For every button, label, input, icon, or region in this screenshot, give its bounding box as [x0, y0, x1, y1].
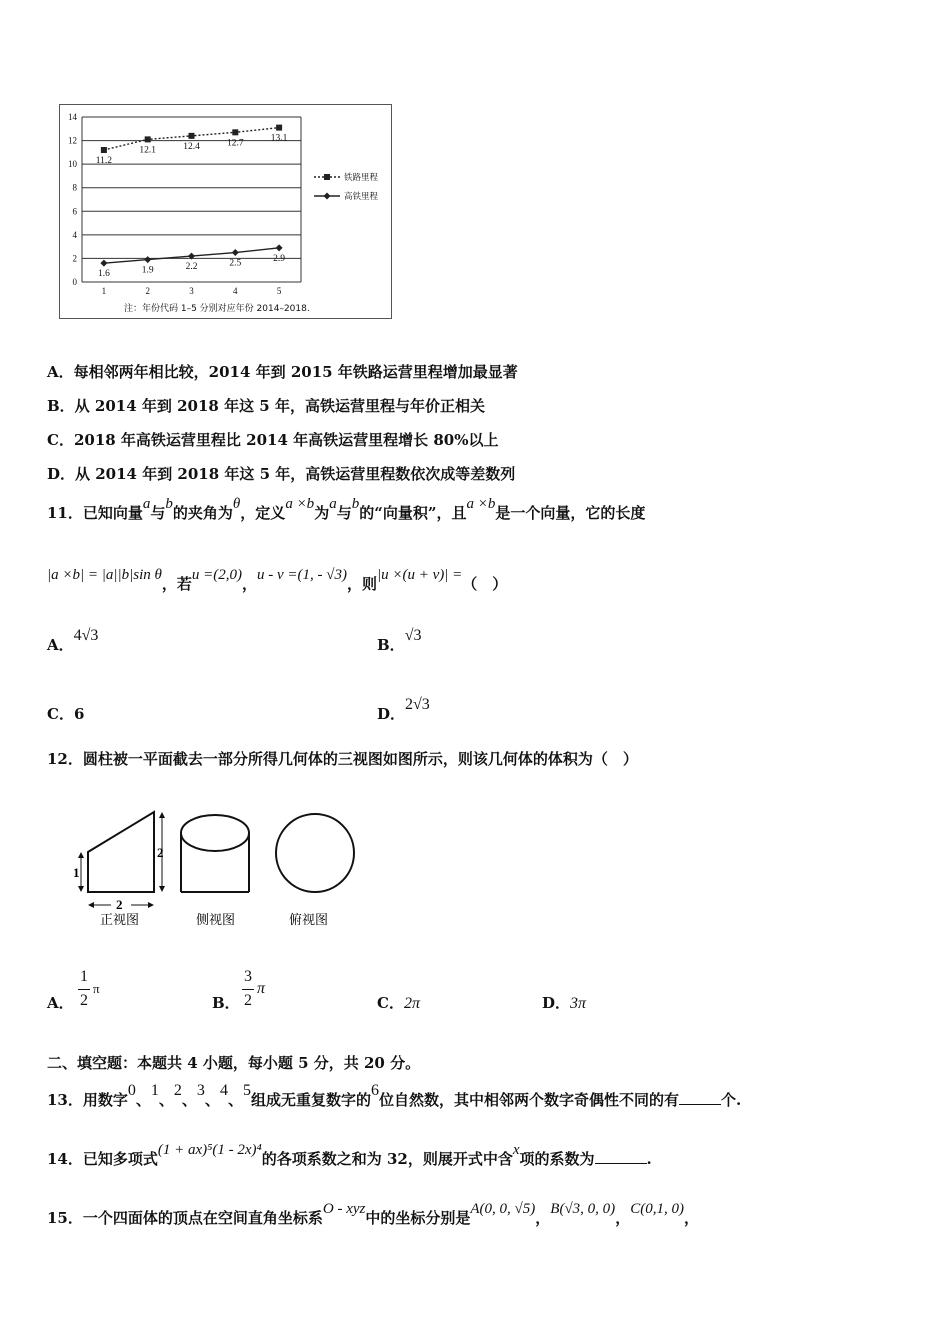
q12-option-a-label: A．: [47, 994, 74, 1012]
q11-target-expr: |u ×(u + v)| =: [377, 567, 463, 583]
q11-u-value: u =(2,0): [191, 567, 242, 583]
q11-option-c[interactable]: C．6: [47, 705, 85, 723]
q13-stem: [47, 1082, 742, 1110]
series-point-square: [145, 136, 151, 142]
q10-option-d[interactable]: D．从 2014 年到 2018 年这 5 年，高铁运营里程数依次成等差数列: [47, 465, 516, 483]
q11-option-a-label: A．: [47, 636, 74, 654]
q13-sep: 、: [204, 1091, 220, 1109]
q14-answer-blank[interactable]: [595, 1149, 647, 1164]
legend-marker-square: [324, 174, 330, 180]
q10-option-a[interactable]: A．每相邻两年相比较，2014 年到 2015 年铁路运营里程增加最显著: [47, 363, 518, 381]
q11-option-b-value: √3: [404, 627, 422, 644]
legend-marker-diamond: [324, 193, 331, 200]
y-tick-label: 10: [68, 159, 77, 170]
q15-point-c: C(0,1, 0): [630, 1201, 684, 1217]
x-tick-label: 2: [145, 286, 150, 296]
q15-sep-3: ，: [683, 1209, 699, 1227]
q13-digit-5: 5: [242, 1082, 251, 1099]
q11-answer-paren: （ ）: [462, 575, 508, 593]
q11-text-7: 的“向量积”，且: [359, 504, 467, 522]
q13-digit-1: 1: [150, 1082, 159, 1099]
dim-label-1: 1: [73, 865, 80, 880]
series-point-diamond: [232, 249, 239, 256]
q11-text-5: 为: [314, 504, 330, 522]
q12-option-b-num: 3: [244, 968, 252, 985]
q11-cross-product: a ×b: [285, 496, 315, 512]
x-tick-label: 5: [276, 286, 282, 296]
q11-text-11: ，则: [347, 575, 378, 593]
q12-option-a[interactable]: [47, 968, 137, 1018]
q13-sep: 、: [227, 1091, 243, 1109]
q13-digit-2: 2: [173, 1082, 182, 1099]
q12-option-c-value: 2π: [403, 995, 420, 1012]
front-view-trapezoid: [88, 812, 154, 892]
q11-length-formula: |a ×b| = |a||b|sin θ: [47, 567, 162, 583]
q11-number: 11．: [47, 504, 83, 522]
q10-option-b[interactable]: B．从 2014 年到 2018 年这 5 年，高铁运营里程与年价正相关: [47, 397, 485, 415]
series-point-square: [189, 133, 195, 139]
q15-sep-1: ，: [535, 1209, 551, 1227]
q11-text-8: 是一个向量，它的长度: [495, 504, 646, 522]
data-label: 2.2: [185, 262, 198, 273]
q11-text-4: ，定义: [240, 504, 286, 522]
section-2-title: 二、填空题：本题共 4 小题，每小题 5 分，共 20 分。: [47, 1054, 421, 1072]
dim-label-2: 2: [157, 845, 164, 860]
q11-option-a-value: 4√3: [73, 627, 99, 644]
x-tick-label: 4: [233, 286, 238, 296]
q13-text-2: 位自然数，其中相邻两个数字奇偶性不同的有: [378, 1091, 679, 1109]
q13-answer-blank[interactable]: [679, 1090, 721, 1105]
q11-theta: θ: [232, 496, 241, 512]
side-view-top-ellipse: [181, 815, 249, 851]
y-tick-label: 6: [72, 206, 77, 217]
q12-option-a-num: 1: [80, 968, 88, 985]
q14-text-1: 的各项系数之和为 32，则展开式中含: [261, 1150, 513, 1168]
legend-label: 铁路里程: [344, 173, 379, 183]
q10-option-c[interactable]: C．2018 年高铁运营里程比 2014 年高铁运营里程增长 80%以上: [47, 431, 499, 449]
data-label: 2.9: [273, 253, 286, 264]
q12-option-a-pi: π: [93, 981, 100, 996]
y-tick-label: 0: [72, 277, 77, 287]
q12-option-d-value: 3π: [570, 995, 587, 1012]
q13-sep: 、: [181, 1091, 197, 1109]
q14-text-3: .: [646, 1150, 652, 1168]
series-point-diamond: [100, 260, 107, 267]
q12-option-d[interactable]: [542, 992, 586, 1013]
q11-u-minus-v: u - v =(1, - √3): [257, 567, 348, 583]
q11-text-6: 与: [336, 504, 352, 522]
series-point-diamond: [276, 244, 283, 251]
q11-text-2: 与: [150, 504, 166, 522]
data-label: 1.9: [141, 265, 154, 276]
q12-option-c-label: C．: [377, 994, 404, 1012]
y-tick-label: 14: [68, 112, 77, 122]
series-point-square: [101, 147, 107, 153]
q15-point-b: B(√3, 0, 0): [550, 1201, 616, 1217]
chart-note: 注：年份代码 1–5 分别对应年份 2014–2018.: [124, 304, 310, 314]
data-label: 1.6: [97, 269, 110, 280]
q11-cross-product-2: a ×b: [466, 496, 496, 512]
legend-label: 高铁里程: [344, 192, 379, 202]
data-label: 12.4: [183, 141, 200, 152]
q12-option-c[interactable]: [377, 992, 420, 1013]
q13-text-1: 组成无重复数字的: [250, 1091, 371, 1109]
dim-label-bottom: 2: [116, 897, 123, 912]
q11-vector-a: a: [142, 496, 151, 512]
data-label: 2.5: [229, 258, 242, 269]
q15-point-a: A(0, 0, √5): [470, 1201, 536, 1217]
q11-option-d[interactable]: [377, 693, 430, 723]
q11-option-d-label: D．: [377, 705, 406, 723]
q11-option-b-label: B．: [377, 636, 405, 654]
q11-option-d-value: 2√3: [405, 696, 430, 713]
q11-vector-b: b: [165, 496, 173, 512]
q11-text-1: 已知向量: [82, 504, 143, 522]
q15-sep-2: ，: [615, 1209, 631, 1227]
railway-chart-frame: [59, 104, 392, 319]
top-view-circle: [276, 814, 354, 892]
q14-stem: [47, 1142, 652, 1169]
q12-option-d-label: D．: [542, 994, 571, 1012]
q13-number: 13．用数字: [47, 1091, 128, 1109]
y-tick-label: 12: [68, 135, 77, 146]
data-label: 12.1: [139, 145, 157, 156]
q12-option-b-pi: π: [257, 980, 266, 997]
q13-text-3: 个.: [720, 1091, 742, 1109]
q15-number: 15．一个四面体的顶点在空间直角坐标系: [47, 1209, 323, 1227]
q14-polynomial: (1 + ax)⁵(1 - 2x)⁴: [157, 1142, 262, 1158]
q13-six: 6: [370, 1082, 379, 1099]
q13-sep: 、: [135, 1091, 151, 1109]
q13-digit-3: 3: [196, 1082, 205, 1099]
q11-text-10: ，: [242, 575, 258, 593]
data-label: 11.2: [95, 156, 113, 166]
q15-coordinate-system: O - xyz: [322, 1201, 366, 1217]
x-tick-label: 3: [189, 286, 194, 296]
q11-vector-b-2: b: [351, 496, 360, 512]
q12-option-b-label: B．: [212, 994, 240, 1012]
q15-text-1: 中的坐标分别是: [365, 1209, 471, 1227]
y-tick-label: 4: [72, 229, 77, 240]
y-tick-label: 2: [72, 253, 77, 264]
series-point-diamond: [144, 256, 151, 263]
q12-option-b-den: 2: [244, 992, 252, 1009]
q11-vector-a-2: a: [329, 496, 337, 512]
q11-text-3: 的夹角为: [172, 504, 233, 522]
q15-stem: [47, 1201, 699, 1228]
q13-digit-0: 0: [127, 1082, 136, 1099]
q11-option-a[interactable]: [47, 627, 99, 655]
x-tick-label: 1: [101, 286, 107, 296]
series-point-square: [276, 125, 282, 131]
railway-line-chart: [60, 105, 391, 318]
series-point-square: [232, 129, 238, 135]
q14-x: x: [512, 1142, 520, 1158]
q13-sep: 、: [158, 1091, 174, 1109]
q12-option-b[interactable]: [212, 968, 302, 1018]
q11-text-9: ，若: [161, 575, 192, 593]
q13-digit-4: 4: [219, 1082, 228, 1099]
y-tick-label: 8: [72, 182, 77, 193]
q11-option-b[interactable]: [377, 627, 422, 655]
q12-stem: 12．圆柱被一平面截去一部分所得几何体的三视图如图所示，则该几何体的体积为（ ）: [47, 750, 638, 768]
q12-option-a-den: 2: [80, 992, 88, 1009]
front-view-label: 正视图: [100, 913, 140, 928]
three-view-figure: [70, 800, 370, 935]
data-label: 13.1: [270, 133, 288, 144]
q11-stem-line1: [47, 496, 646, 523]
data-label: 12.7: [226, 138, 244, 149]
top-view-label: 俯视图: [289, 913, 329, 928]
q11-stem-line2: [47, 567, 508, 594]
q14-text-2: 项的系数为: [519, 1150, 595, 1168]
q14-number: 14．已知多项式: [47, 1150, 158, 1168]
side-view-label: 侧视图: [196, 913, 236, 928]
